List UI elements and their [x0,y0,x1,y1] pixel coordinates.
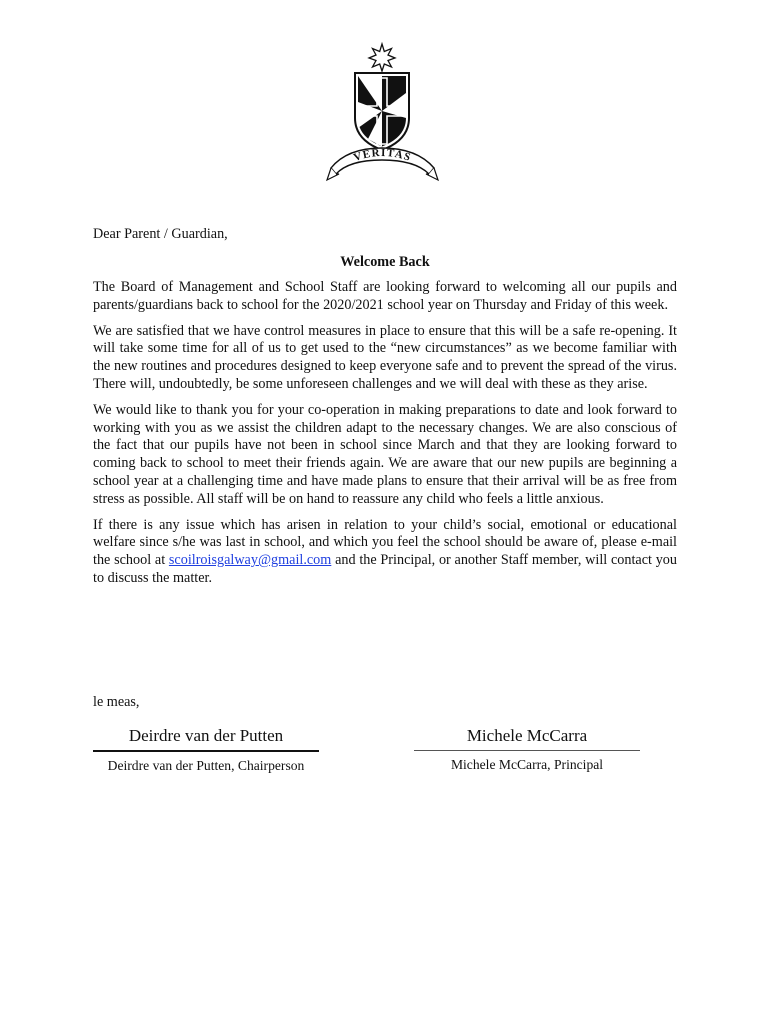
signature-caption-principal: Michele McCarra, Principal [450,757,604,772]
contact-text-after: and the Principal, or another Staff member, will contact you to discuss the matter. [93,552,677,586]
crest-motto: VERITAS [352,146,413,165]
signature-block-principal [414,724,640,773]
body-paragraph: We are satisfied that we have control measures in place to ensure that this will be a safe re-opening. It will take some time for all of us to get used to the “new circumstances” as we become familiar with the new routines and procedures designed to keep everyone safe and to prevent the spread of the virus. There will, undoubtedly, be some unforeseen challenges and we will deal with these as they arise. [93,322,677,392]
letter-subject: Welcome Back [340,254,430,270]
signature-line [93,750,319,752]
letter-closing: le meas, [93,694,140,710]
signature-block-chairperson [93,724,319,774]
star-icon [369,44,395,71]
body-paragraph: We would like to thank you for your co-operation in making preparations to date and look forward to working with you as we assist the children adapt to the necessary changes. We are also conscious of the fact that our pupils have not been in school since March and that they are looking forward to coming back to school to meet their friends again. We are aware that our new pupils are beginning a school year at a challenging time and have made plans to ensure that their arrival will be as free from stress as possible. All staff will be on hand to reassure any child who feels a little anxious. [93,401,677,507]
contact-text-before: If there is any issue which has arisen in relation to your child’s social, emotional or educational welfare since s/he was last in school, and which you feel the school should be aware of, please e-mail the school at [93,516,677,569]
signature-caption-chairperson: Deirdre van der Putten, Chairperson [107,758,305,773]
school-email-link[interactable]: scoilroisgalway@gmail.com [168,552,332,569]
letter-body [93,279,677,596]
body-paragraph-contact [93,517,677,588]
signature-principal: Michele McCarra [466,726,588,745]
signature-line [414,750,640,751]
school-crest-logo [325,40,440,190]
signature-chairperson: Deirdre van der Putten [128,726,284,745]
letter-greeting: Dear Parent / Guardian, [93,226,228,242]
body-paragraph: The Board of Management and School Staff are looking forward to welcoming all our pupils and parents/guardians back to school for the 2020/2021 school year on Thursday and Friday of this week. [93,279,677,313]
